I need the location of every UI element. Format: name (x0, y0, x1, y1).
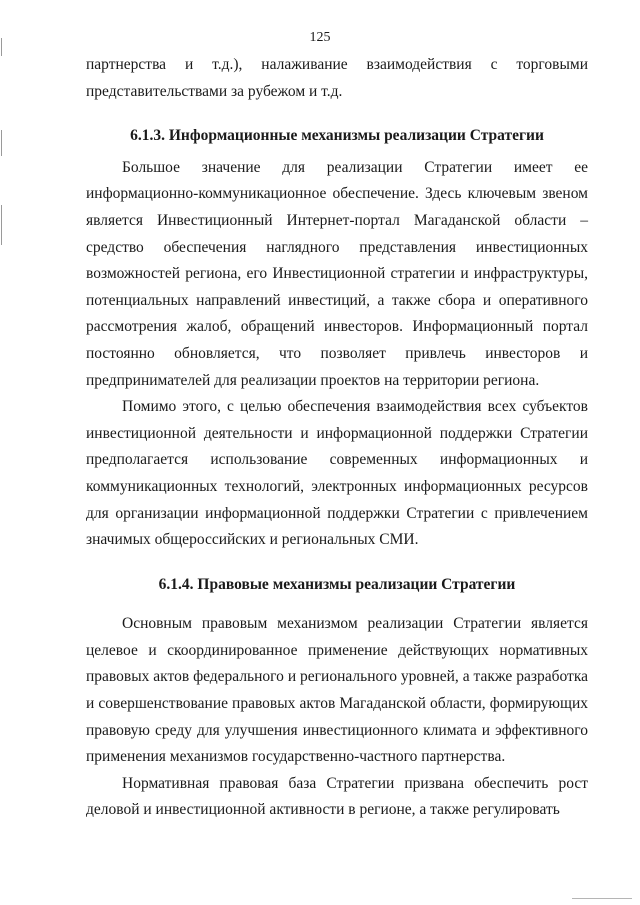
paragraph-communication-technologies: Помимо этого, с целью обеспечения взаимодействия всех субъектов инвестиционной деятельности и информационной поддержки Стратегии предполагается использование современных информационных и коммуникационных технологий, электронных информационных ресурсов для организации информационной поддержки Стратегии с привлечением значимых общероссийских и региональных СМИ. (86, 398, 588, 549)
section-heading-6-1-3: 6.1.3. Информационные механизмы реализации Стратегии (130, 127, 544, 145)
scan-edge-mark (1, 130, 2, 156)
paragraph-legal-mechanism: Основным правовым механизмом реализации Стратегии является целевое и скоординированное применение действующих нормативных правовых актов федерального и регионального уровней, а также разработка и совершенствование правовых актов Магаданской области, формирующих правовую среду для улучшения инвестиционного климата и эффективного применения механизмов государственно-частного партнерства. (86, 615, 588, 766)
page-body (86, 52, 588, 824)
section-heading-6-1-4: 6.1.4. Правовые механизмы реализации Стратегии (158, 575, 516, 593)
paragraph-information-support: Большое значение для реализации Стратегии имеет ее информационно-коммуникационное обеспечение. Здесь ключевым звеном является Инвестиционный Интернет-портал Магаданской области – средство обеспечения наглядного представления инвестиционных возможностей региона, его Инвестиционной стратегии и инфраструктуры, потенциальных направлений инвестиций, а также сбора и оперативного рассмотрения жалоб, обращений инвесторов. Информационный портал постоянно обновляется, что позволяет привлечь инвесторов и предпринимателей для реализации проектов на территории региона. (86, 158, 588, 389)
paragraph-legal-base: Нормативная правовая база Стратегии призвана обеспечить рост деловой и инвестиционной активности в регионе, а также регулировать (86, 774, 588, 819)
page-number: 125 (309, 30, 331, 45)
scan-edge-mark (1, 38, 2, 56)
scan-edge-line (572, 898, 632, 899)
scan-edge-mark (1, 205, 2, 245)
paragraph-continuation: партнерства и т.д.), налаживание взаимодействия с торговыми представительствами за рубежом и т.д. (86, 56, 588, 100)
